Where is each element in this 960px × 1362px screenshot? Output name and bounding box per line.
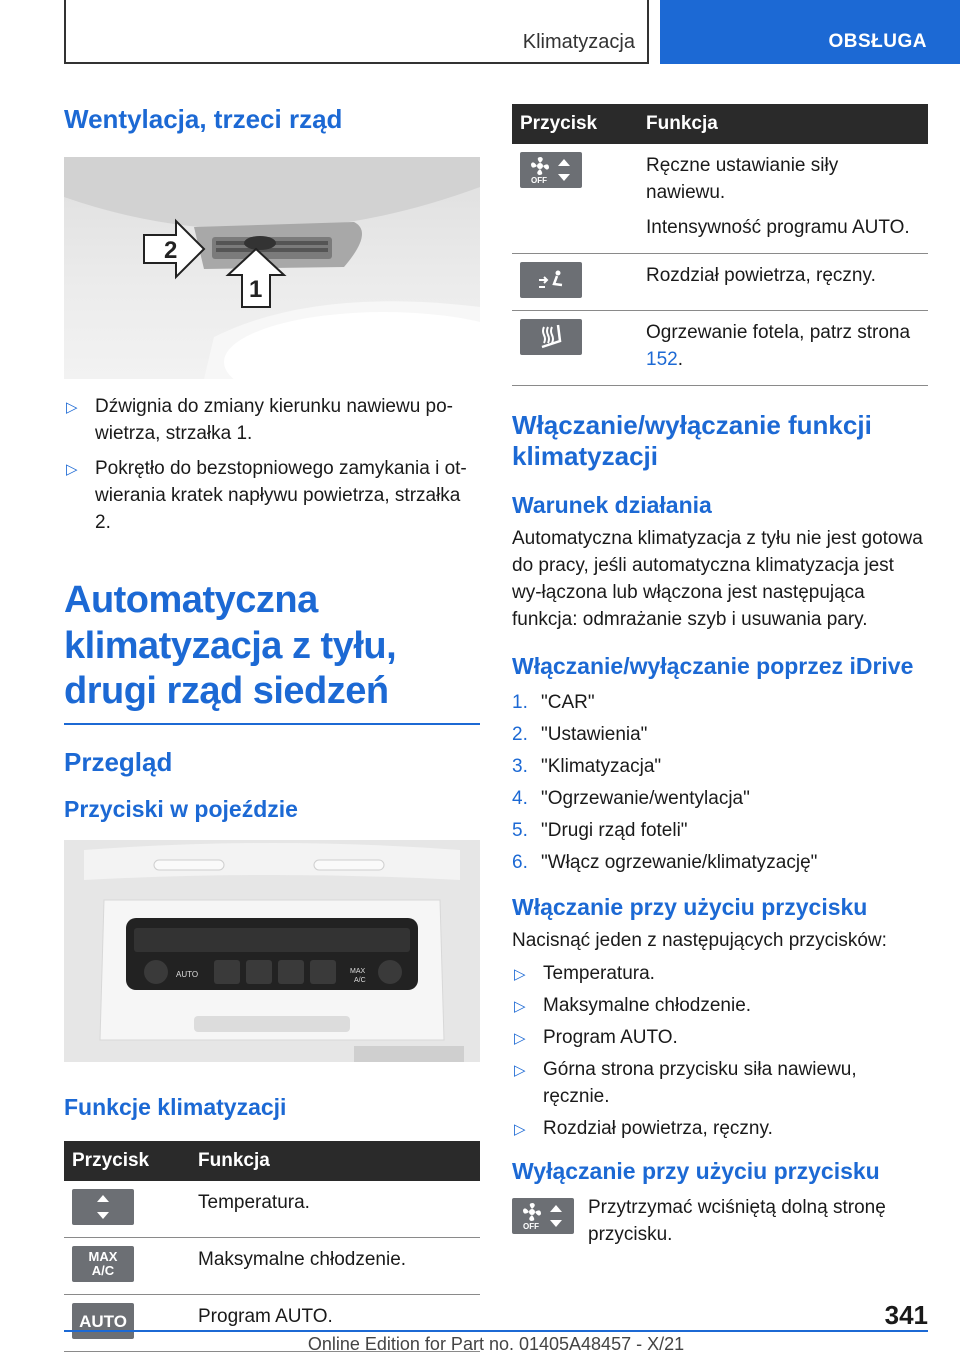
table-cell: Ręczne ustawianie siły nawiewu. Intensywność programu AUTO. — [638, 144, 928, 254]
table-row — [64, 1238, 480, 1295]
max-ac-icon: MAX A/C — [72, 1246, 134, 1282]
triangle-bullet-icon: ▷ — [514, 998, 526, 1016]
table-cell: Ogrzewanie fotela, patrz strona 152. — [638, 311, 928, 386]
condition-text: Automatyczna klimatyzacja z tyłu nie jest gotowa do pracy, jeśli automatyczna klimatyzacja jest wy-łączona lub włączona jest następująca funkcja: odmrażanie szyb i usuwania pary. — [512, 527, 923, 630]
header-section-tab — [660, 0, 960, 64]
heading-buttons-in-vehicle: Przyciski w pojeździe — [64, 796, 298, 823]
table-header-function: Funkcja — [190, 1141, 480, 1181]
idrive-steps — [512, 689, 928, 876]
left-column — [64, 100, 480, 1352]
triangle-bullet-icon: ▷ — [66, 399, 78, 417]
console-ac-label: A/C — [354, 976, 366, 984]
table-cell: Temperatura. — [190, 1181, 480, 1238]
chapter-title: Klimatyzacja — [522, 31, 635, 53]
list-item: ▷ Maksymalne chłodzenie. — [512, 992, 928, 1019]
functions-table-left — [64, 1141, 480, 1352]
list-item: 5. "Drugi rząd foteli" — [512, 819, 688, 841]
table-cell: Rozdział powietrza, ręczny. — [638, 254, 928, 311]
off-row — [512, 1198, 928, 1248]
page-link[interactable]: 152 — [646, 349, 678, 370]
table-header-function: Funkcja — [638, 104, 928, 144]
heading-rule — [64, 723, 480, 725]
on-intro: Nacisnąć jeden z następujących przycisków: — [512, 930, 887, 952]
heading-on-by-button: Włączanie przy użyciu przycisku — [512, 893, 868, 920]
arrow-2-label: 2 — [164, 237, 178, 265]
fan-off-icon — [512, 1198, 574, 1234]
seat-heating-icon — [520, 319, 582, 355]
auto-icon: AUTO — [72, 1303, 134, 1339]
list-item: ▷ Pokrętło do bezstopniowego zamykania i ot-wierania kratek napływu powietrza, strzałka 2. — [66, 458, 467, 534]
svg-text:OFF: OFF — [531, 176, 547, 185]
list-item: ▷ Górna strona przycisku siła nawiewu, ręcznie. — [514, 1059, 857, 1108]
list-item: ▷ Temperatura. — [512, 960, 928, 987]
triangle-bullet-icon: ▷ — [66, 461, 78, 479]
console-photo — [64, 840, 480, 1062]
right-column — [512, 104, 928, 1248]
list-item: 3. "Klimatyzacja" — [512, 755, 662, 777]
heading-condition: Warunek działania — [512, 492, 712, 519]
heading-auto-climate: Automatyczna klimatyzacja z tyłu, drugi rząd siedzeń — [64, 579, 397, 713]
console-auto-label: AUTO — [176, 969, 199, 979]
list-item: ▷ Rozdział powietrza, ręczny. — [512, 1115, 928, 1142]
triangle-bullet-icon: ▷ — [514, 1121, 526, 1139]
triangle-bullet-icon: ▷ — [514, 1030, 526, 1048]
page-number: 341 — [884, 1300, 928, 1330]
table-row — [512, 311, 928, 386]
table-row — [512, 144, 928, 254]
triangle-bullet-icon: ▷ — [514, 966, 526, 984]
table-cell: Program AUTO. — [190, 1295, 480, 1352]
triangle-bullet-icon: ▷ — [514, 1062, 526, 1080]
footer-rule — [64, 1330, 928, 1332]
section-label: OBSŁUGA — [828, 31, 927, 52]
list-item: 6. "Włącz ogrzewanie/klimatyzację" — [512, 851, 818, 873]
header-title-box — [64, 0, 649, 64]
table-header-button: Przycisk — [512, 104, 638, 144]
table-header-button: Przycisk — [64, 1141, 190, 1181]
list-item: ▷ Dźwignia do zmiany kierunku nawiewu po-wietrza, strzałka 1. — [66, 396, 454, 445]
console-max-label: MAX — [350, 967, 366, 975]
table-cell: Maksymalne chłodzenie. — [190, 1238, 480, 1295]
on-button-list — [512, 960, 928, 1142]
list-item: ▷ Program AUTO. — [512, 1024, 928, 1051]
heading-onoff: Włączanie/wyłączanie funkcji klimatyzacji — [512, 410, 872, 472]
vent-bullet-list — [64, 393, 480, 536]
table-row — [512, 254, 928, 311]
air-distribution-icon — [520, 262, 582, 298]
arrow-1-label: 1 — [249, 276, 263, 304]
list-item: 4. "Ogrzewanie/wentylacja" — [512, 787, 750, 809]
off-text: Przytrzymać wciśniętą dolną stronę przycisku. — [588, 1196, 886, 1245]
heading-overview: Przegląd — [64, 746, 173, 777]
heading-idrive: Włączanie/wyłączanie poprzez iDrive — [512, 652, 914, 679]
heading-off-by-button: Wyłączanie przy użyciu przycisku — [512, 1158, 880, 1185]
svg-text:OFF: OFF — [523, 1221, 539, 1231]
functions-table-right — [512, 104, 928, 386]
footer-edition: Online Edition for Part no. 01405A48457 - X/21 — [307, 1334, 685, 1354]
temperature-arrows-icon — [72, 1189, 134, 1225]
vent-photo — [64, 157, 480, 379]
table-row — [64, 1181, 480, 1238]
list-item: 2. "Ustawienia" — [512, 723, 648, 745]
fan-off-icon — [520, 152, 582, 188]
list-item: 1. "CAR" — [512, 691, 595, 713]
heading-ventilation: Wentylacja, trzeci rząd — [64, 104, 343, 134]
heading-climate-functions: Funkcje klimatyzacji — [64, 1093, 287, 1120]
